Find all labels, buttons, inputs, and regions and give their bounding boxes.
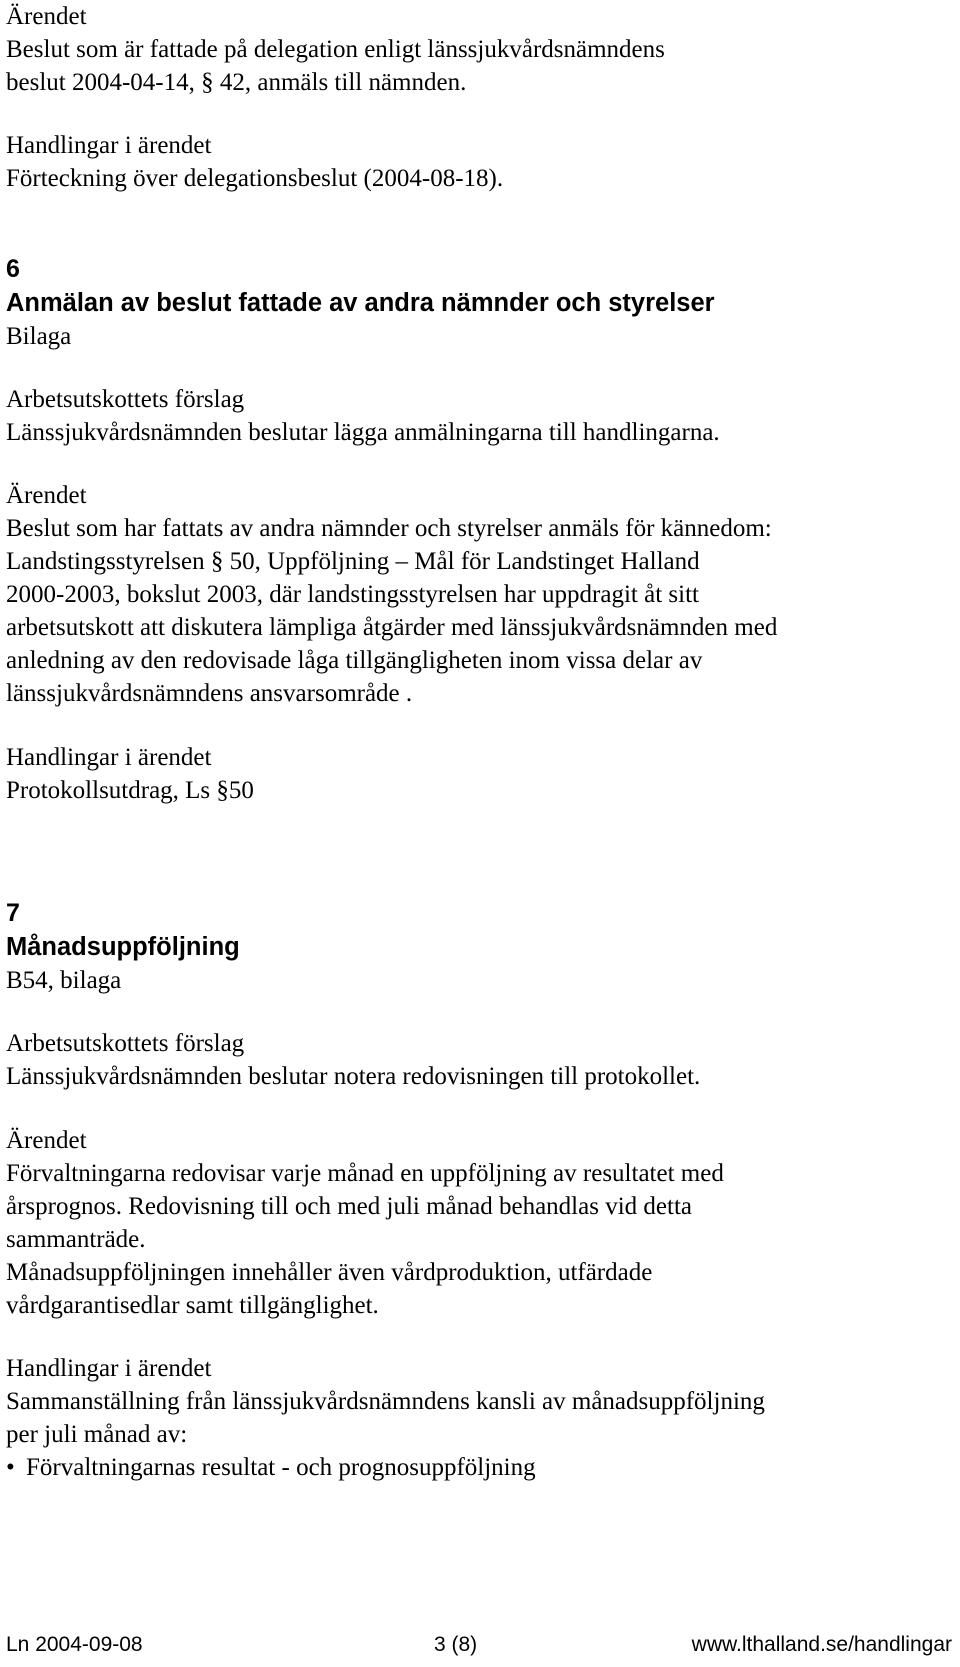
item7-handlingar-section (6, 1352, 952, 1484)
item7-forslag-text: Länssjukvårdsnämnden beslutar notera redovisningen till protokollet. (6, 1063, 701, 1090)
item6-attachment: Bilaga (6, 323, 72, 350)
item7-arendet-line-4: Månadsuppföljningen innehåller även vårdproduktion, utfärdade (6, 1259, 653, 1286)
item7-arendet-line-2: årsprognos. Redovisning till och med juli månad behandlas vid detta (6, 1193, 692, 1220)
item7-title: Månadsuppföljning (6, 933, 240, 961)
item6-handlingar-section (6, 741, 952, 807)
prev-handlingar-heading: Handlingar i ärendet (6, 132, 212, 159)
item6-arendet-heading: Ärendet (6, 482, 87, 509)
item6-forslag-text: Länssjukvårdsnämnden beslutar lägga anmälningarna till handlingarna. (6, 419, 720, 446)
prev-arendet-line-2: beslut 2004-04-14, § 42, anmäls till nämnden. (6, 69, 467, 96)
item6-title: Anmälan av beslut fattade av andra nämnder och styrelser (6, 289, 715, 317)
page-footer (6, 1630, 952, 1660)
item7-arendet-line-1: Förvaltningarna redovisar varje månad en uppföljning av resultatet med (6, 1160, 724, 1187)
prev-handlingar-line-1: Förteckning över delegationsbeslut (2004-08-18). (6, 165, 504, 192)
item7-arendet-line-3: sammanträde. (6, 1226, 146, 1253)
bullet-text: Förvaltningarnas resultat - och prognosuppföljning (26, 1454, 536, 1481)
item6-forslag-section (6, 383, 952, 449)
item7-forslag-section (6, 1027, 952, 1093)
prev-arendet-section (6, 0, 952, 99)
item6-number: 6 (6, 255, 20, 283)
item7-header (6, 896, 952, 997)
item6-arendet-line-4: arbetsutskott att diskutera lämpliga åtgärder med länssjukvårdsnämnden med (6, 614, 778, 641)
footer-url: www.lthalland.se/handlingar (691, 1633, 952, 1656)
prev-handlingar-section (6, 129, 952, 195)
item7-handlingar-heading: Handlingar i ärendet (6, 1355, 212, 1382)
footer-date: Ln 2004-09-08 (6, 1633, 143, 1656)
bullet-list-item (6, 1451, 952, 1484)
item6-arendet-line-1: Beslut som har fattats av andra nämnder och styrelser anmäls för kännedom: (6, 515, 772, 542)
item6-handlingar-line-1: Protokollsutdrag, Ls §50 (6, 777, 254, 804)
item7-handlingar-line-1: Sammanställning från länssjukvårdsnämndens kansli av månadsuppföljning (6, 1388, 765, 1415)
item7-number: 7 (6, 899, 20, 927)
item6-arendet-line-3: 2000-2003, bokslut 2003, där landstingsstyrelsen har uppdragit åt sitt (6, 581, 699, 608)
item6-arendet-line-2: Landstingsstyrelsen § 50, Uppföljning – Mål för Landstinget Halland (6, 548, 700, 575)
item7-attachment: B54, bilaga (6, 967, 122, 994)
prev-arendet-heading: Ärendet (6, 3, 87, 30)
item6-handlingar-heading: Handlingar i ärendet (6, 744, 212, 771)
item7-arendet-line-5: vårdgarantisedlar samt tillgänglighet. (6, 1292, 379, 1319)
item7-arendet-section (6, 1124, 952, 1322)
footer-page-number: 3 (8) (434, 1633, 478, 1656)
item6-arendet-line-5: anledning av den redovisade låga tillgängligheten inom vissa delar av (6, 647, 703, 674)
item6-arendet-line-6: länssjukvårdsnämndens ansvarsområde . (6, 680, 413, 707)
prev-arendet-line-1: Beslut som är fattade på delegation enligt länssjukvårdsnämndens (6, 36, 665, 63)
item6-forslag-heading: Arbetsutskottets förslag (6, 386, 245, 413)
item6-header (6, 252, 952, 353)
item7-handlingar-line-2: per juli månad av: (6, 1421, 188, 1448)
item7-arendet-heading: Ärendet (6, 1127, 87, 1154)
bullet-icon: • (6, 1454, 15, 1481)
item7-forslag-heading: Arbetsutskottets förslag (6, 1030, 245, 1057)
item6-arendet-section (6, 479, 952, 710)
